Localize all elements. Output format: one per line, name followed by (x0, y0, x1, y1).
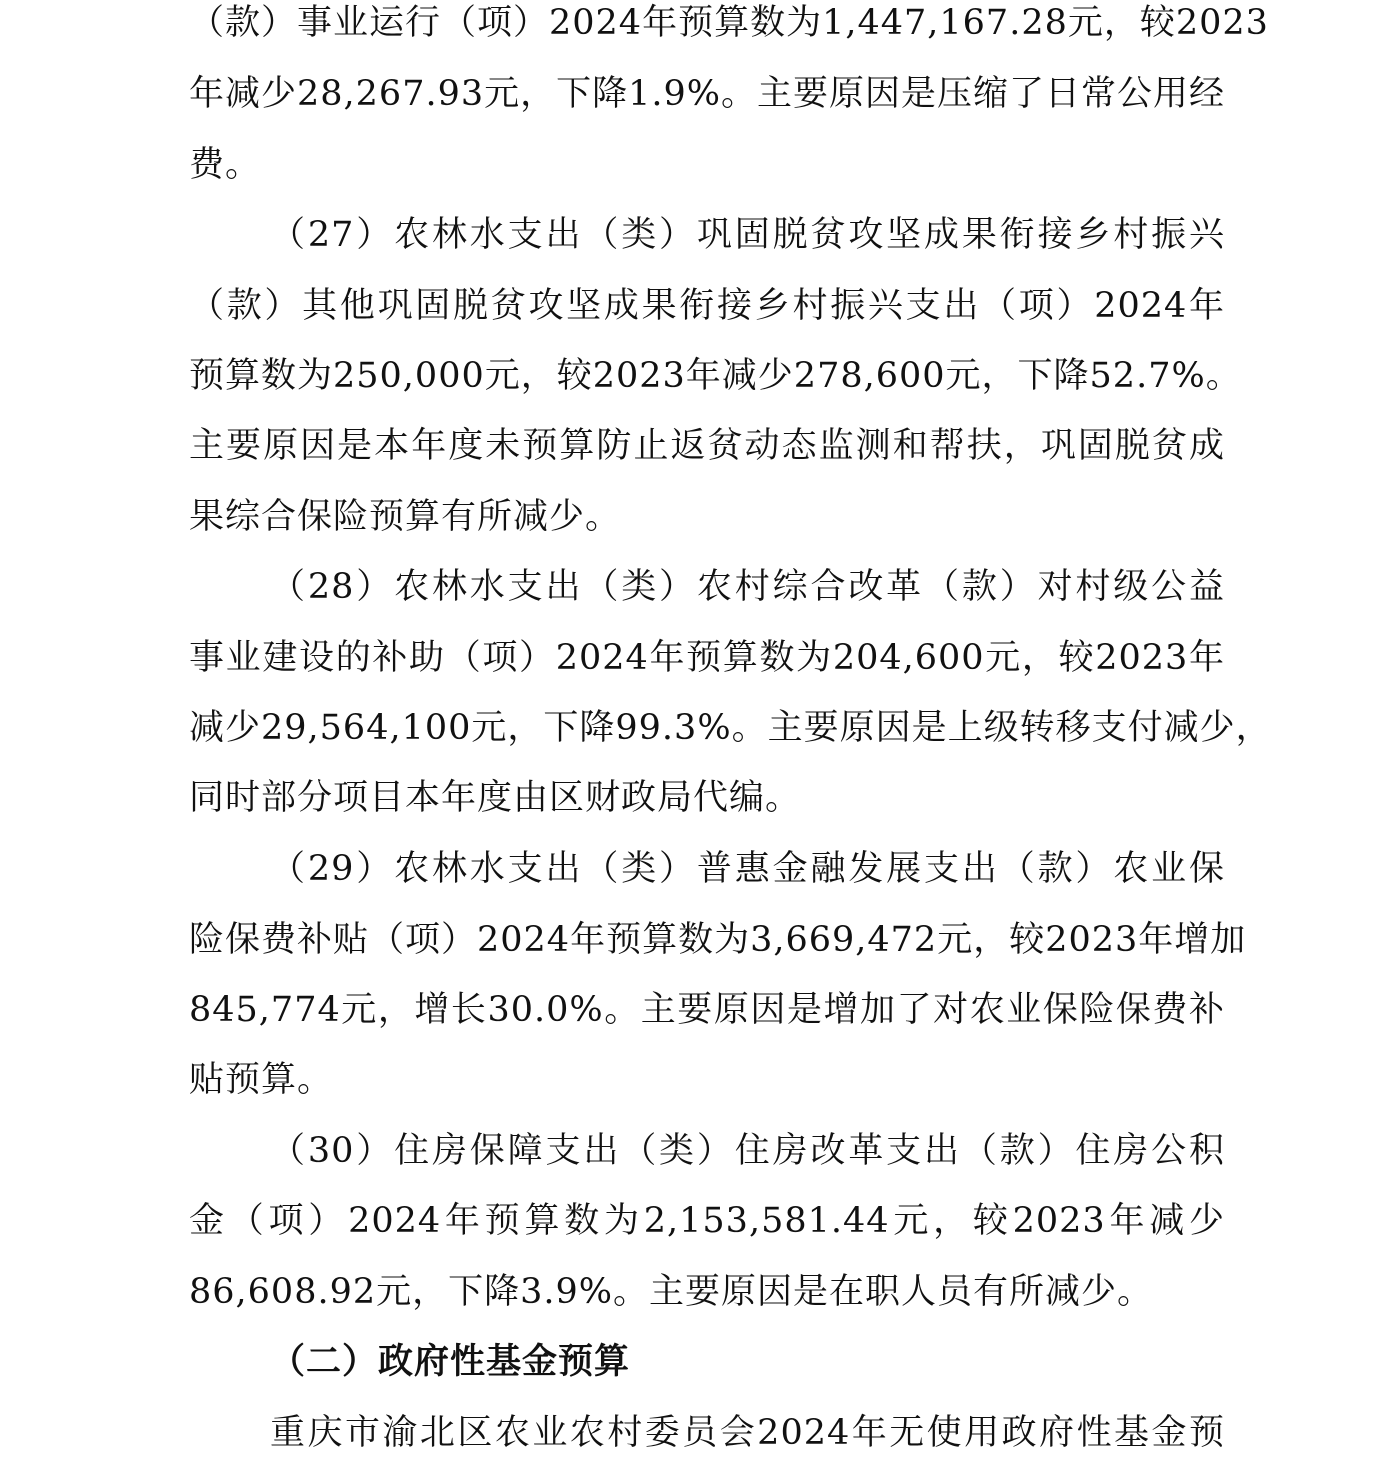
paragraph-27-line-3: 预算数为250,000元，较2023年减少278,600元，下降52.7%。 (189, 356, 1242, 396)
paragraph-29-line-3: 845,774元，增长30.0%。主要原因是增加了对农业保险保费补 (189, 990, 1225, 1030)
paragraph-government-fund-line-1: 重庆市渝北区农业农村委员会2024年无使用政府性基金预 (270, 1413, 1225, 1453)
paragraph-28-line-3: 减少29,564,100元，下降99.3%。主要原因是上级转移支付减少， (189, 708, 1272, 748)
paragraph-28-line-4: 同时部分项目本年度由区财政局代编。 (189, 778, 802, 818)
paragraph-28-line-2: 事业建设的补助（项）2024年预算数为204,600元，较2023年 (189, 638, 1225, 678)
paragraph-26-line-3: 费。 (189, 145, 262, 185)
paragraph-27-line-1: （27）农林水支出（类）巩固脱贫攻坚成果衔接乡村振兴 (270, 215, 1225, 255)
paragraph-30-line-1: （30）住房保障支出（类）住房改革支出（款）住房公积 (270, 1131, 1225, 1171)
paragraph-30-line-2: 金（项）2024年预算数为2,153,581.44元，较2023年减少 (189, 1201, 1225, 1241)
paragraph-27-line-4: 主要原因是本年度未预算防止返贫动态监测和帮扶，巩固脱贫成 (189, 426, 1225, 466)
paragraph-27-line-5: 果综合保险预算有所减少。 (189, 497, 622, 537)
paragraph-26-line-1: （款）事业运行（项）2024年预算数为1,447,167.28元，较2023 (189, 3, 1269, 43)
paragraph-27-line-2: （款）其他巩固脱贫攻坚成果衔接乡村振兴支出（项）2024年 (189, 286, 1225, 326)
paragraph-26-line-2: 年减少28,267.93元，下降1.9%。主要原因是压缩了日常公用经 (189, 74, 1226, 114)
paragraph-28-line-1: （28）农林水支出（类）农村综合改革（款）对村级公益 (270, 567, 1225, 607)
section-heading: （二）政府性基金预算 (270, 1341, 631, 1382)
paragraph-29-line-2: 险保费补贴（项）2024年预算数为3,669,472元，较2023年增加 (189, 920, 1247, 960)
paragraph-30-line-3: 86,608.92元，下降3.9%。主要原因是在职人员有所减少。 (189, 1272, 1154, 1312)
paragraph-29-line-4: 贴预算。 (189, 1060, 334, 1100)
paragraph-29-line-1: （29）农林水支出（类）普惠金融发展支出（款）农业保 (270, 849, 1225, 889)
